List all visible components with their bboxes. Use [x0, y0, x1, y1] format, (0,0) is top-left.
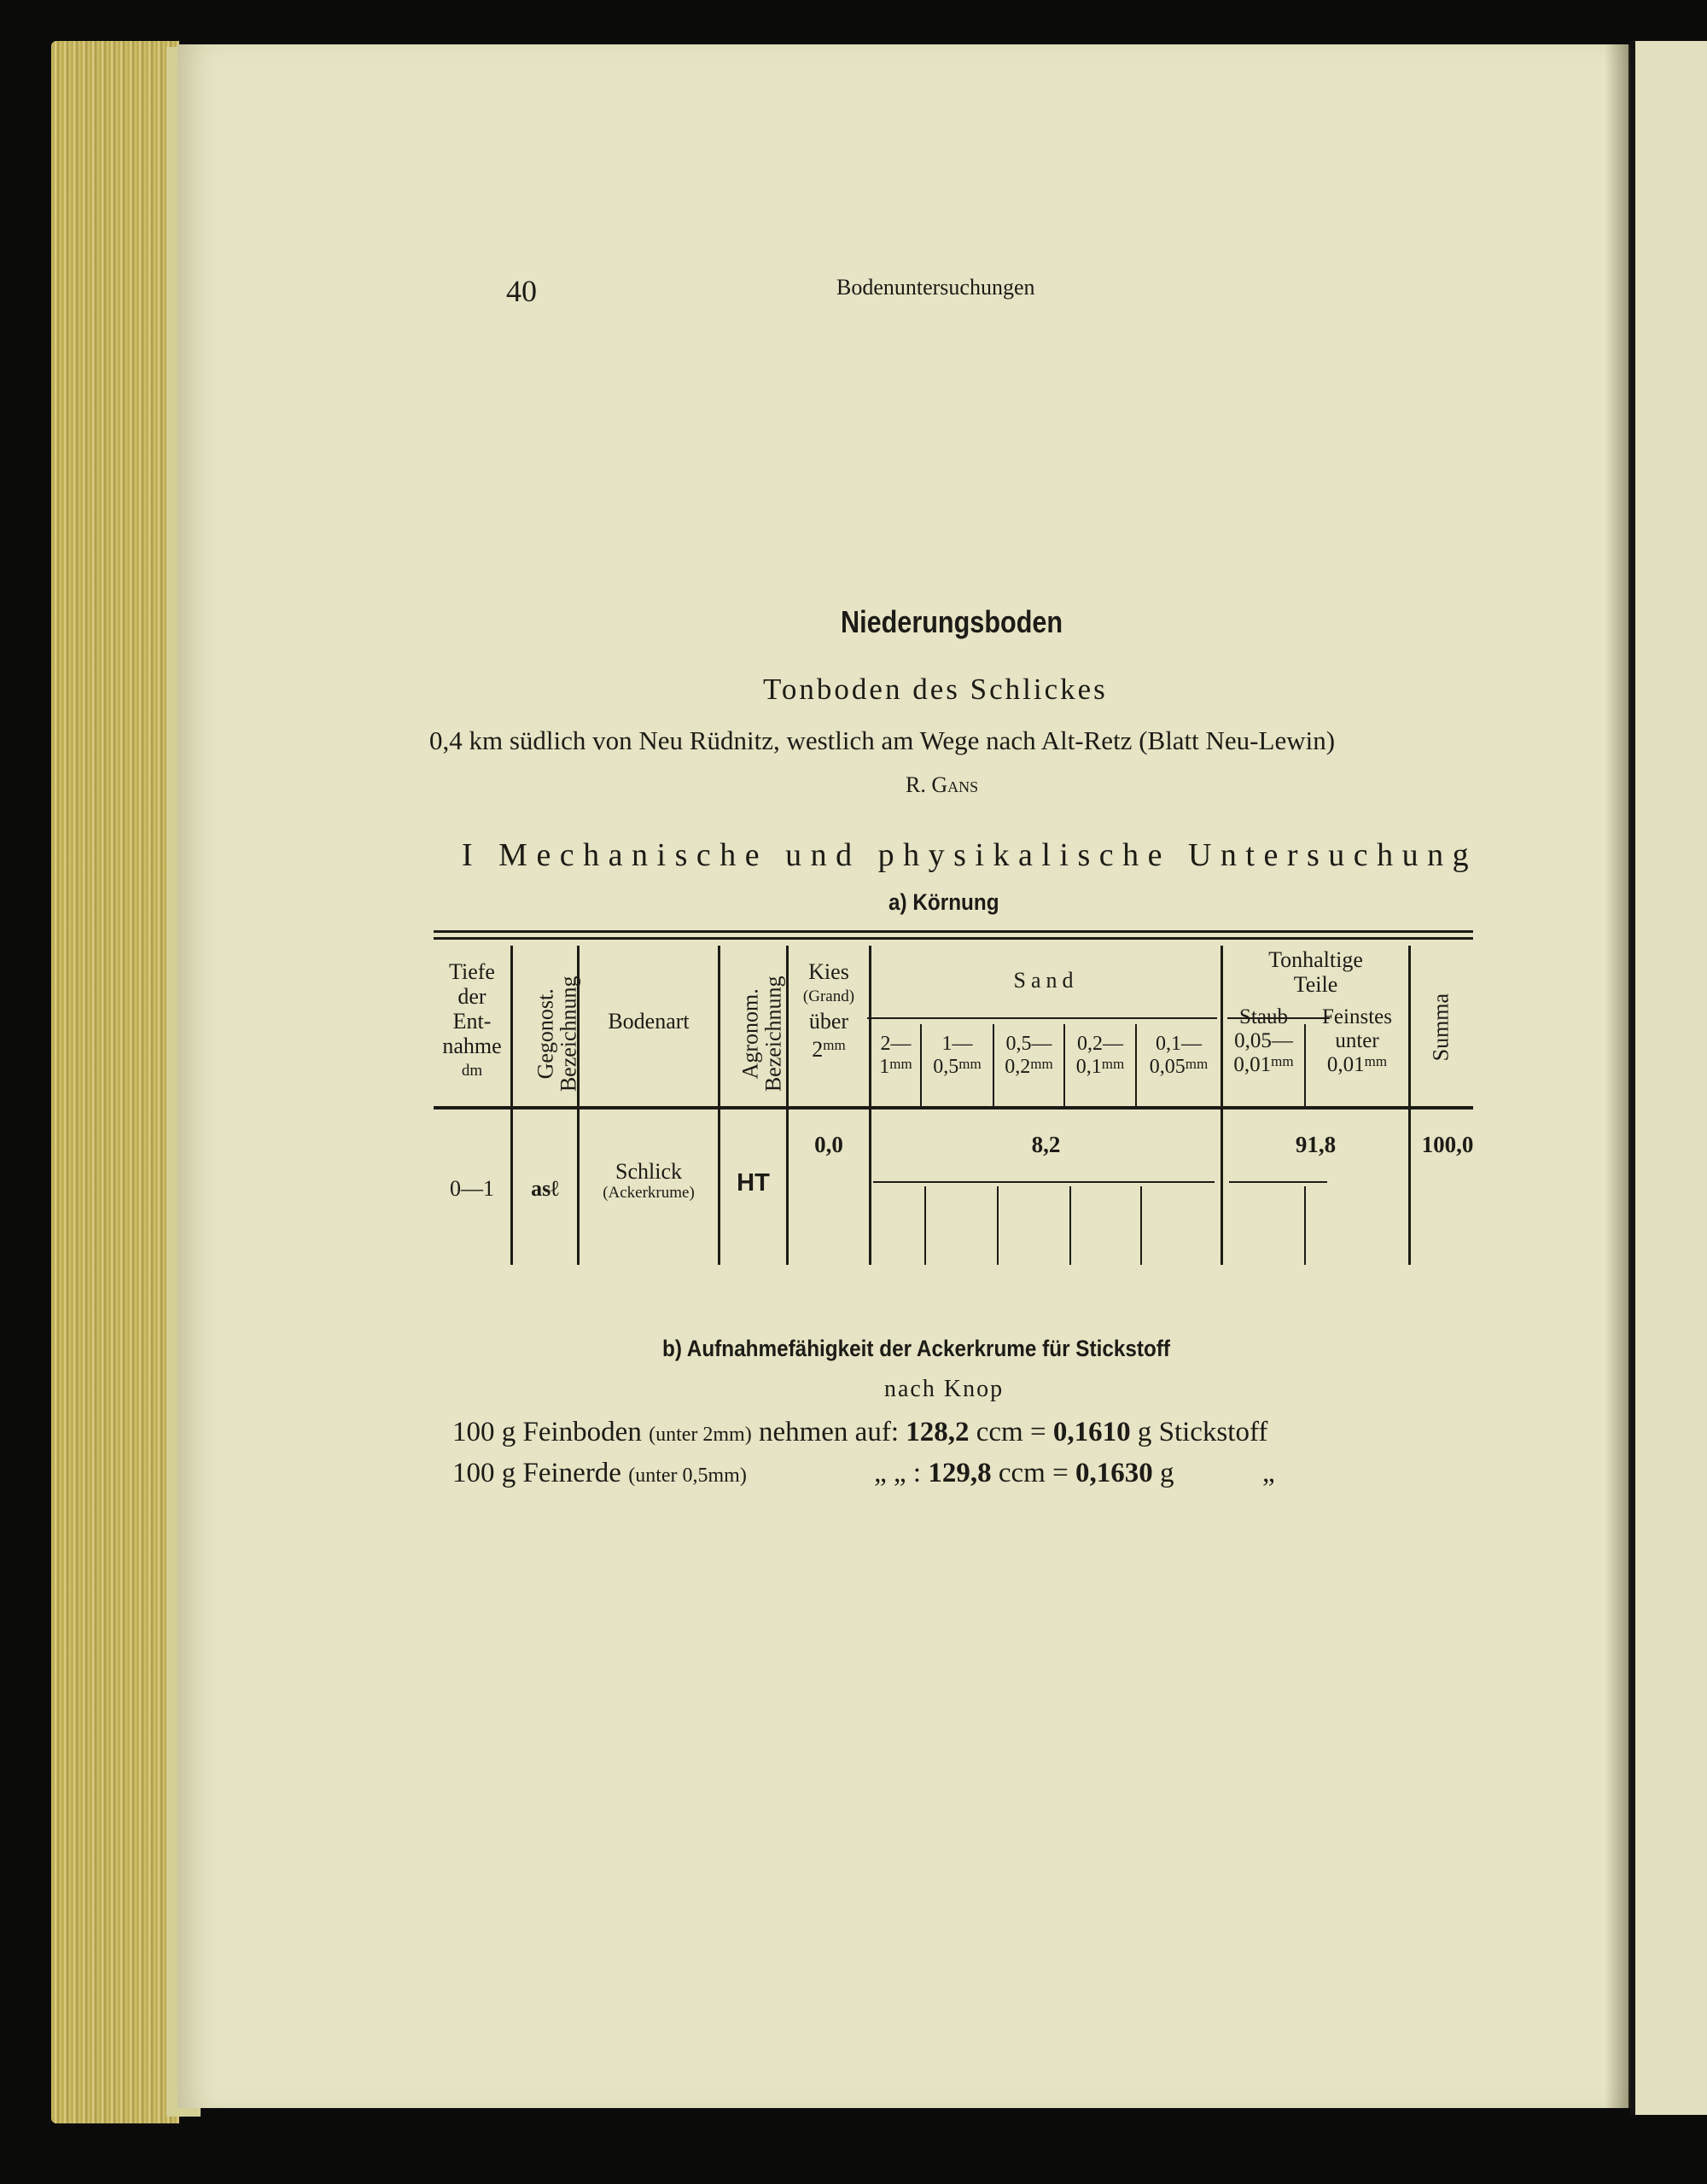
soil-type-title: Tonboden des Schlickes	[763, 673, 1108, 706]
section-b-title: b) Aufnahmefähigkeit der Ackerkrume für Stickstoff	[662, 1336, 1171, 1361]
gutter-shadow	[1605, 44, 1630, 2108]
page-heading: Niederungsboden	[841, 604, 1063, 639]
col-agronom-header: Agronom. Bezeichnung	[737, 976, 786, 1092]
absorption-line-2: 100 g Feinerde (unter 0,5mm) „ „ : 129,8 ccm = 0,1630 g „	[452, 1458, 1275, 1488]
grain-size-table	[434, 930, 1473, 1265]
row-bodenart: Schlick (Ackerkrume)	[603, 1159, 695, 1203]
col-bodenart-header: Bodenart	[608, 1009, 690, 1034]
row-kies: 0,0	[814, 1132, 843, 1157]
row-agronom: HT	[737, 1169, 770, 1197]
sand-2-1-header: 2— $1^{mm}$	[879, 1033, 912, 1078]
row-gegonost: asℓ	[531, 1176, 559, 1201]
col-ton-header: Tonhaltige Teile	[1268, 947, 1363, 998]
location-line: 0,4 km südlich von Neu Rüdnitz, westlich am Wege nach Alt-Retz (Blatt Neu-Lewin)	[429, 725, 1336, 755]
sand-1-05-header: 1— $0,5^{mm}$	[933, 1033, 982, 1078]
col-kies-header: Kies (Grand) über $2^{mm}$	[802, 959, 855, 1063]
col-gegonost-header: Gegonost. Bezeichnung	[533, 976, 581, 1092]
col-tiefe-header: Tiefe der Ent- nahme dm	[442, 959, 502, 1080]
section-1-title: I Mechanische und physikalische Untersuchung	[462, 837, 1478, 873]
ton-feinstes-header: Feinstes unter $0,01^{mm}$	[1322, 1005, 1392, 1076]
col-summa-header: Summa	[1428, 993, 1454, 1062]
facing-page-edge	[1630, 41, 1707, 2115]
ton-staub-header: Staub 0,05— $0,01^{mm}$	[1233, 1005, 1294, 1076]
section-b-subtitle: nach Knop	[884, 1376, 1005, 1402]
sand-01-005-header: 0,1— $0,05^{mm}$	[1149, 1033, 1209, 1078]
row-sand: 8,2	[1031, 1132, 1061, 1157]
sand-02-01-header: 0,2— $0,1^{mm}$	[1075, 1033, 1125, 1078]
book-page-edges	[51, 41, 179, 2123]
author-line: R. Gans	[906, 772, 979, 797]
sand-05-02-header: 0,5— $0,2^{mm}$	[1005, 1033, 1053, 1078]
page-number: 40	[506, 274, 537, 308]
row-summa: 100,0	[1421, 1132, 1474, 1157]
running-head: Bodenuntersuchungen	[836, 275, 1035, 300]
section-1a-title: a) Körnung	[888, 889, 999, 915]
absorption-line-1: 100 g Feinboden (unter 2mm) nehmen auf: 128,2 ccm = 0,1610 g Stickstoff	[452, 1417, 1268, 1447]
row-tiefe: 0—1	[450, 1176, 494, 1201]
row-ton: 91,8	[1295, 1132, 1337, 1157]
col-sand-header: Sand	[1013, 968, 1079, 993]
